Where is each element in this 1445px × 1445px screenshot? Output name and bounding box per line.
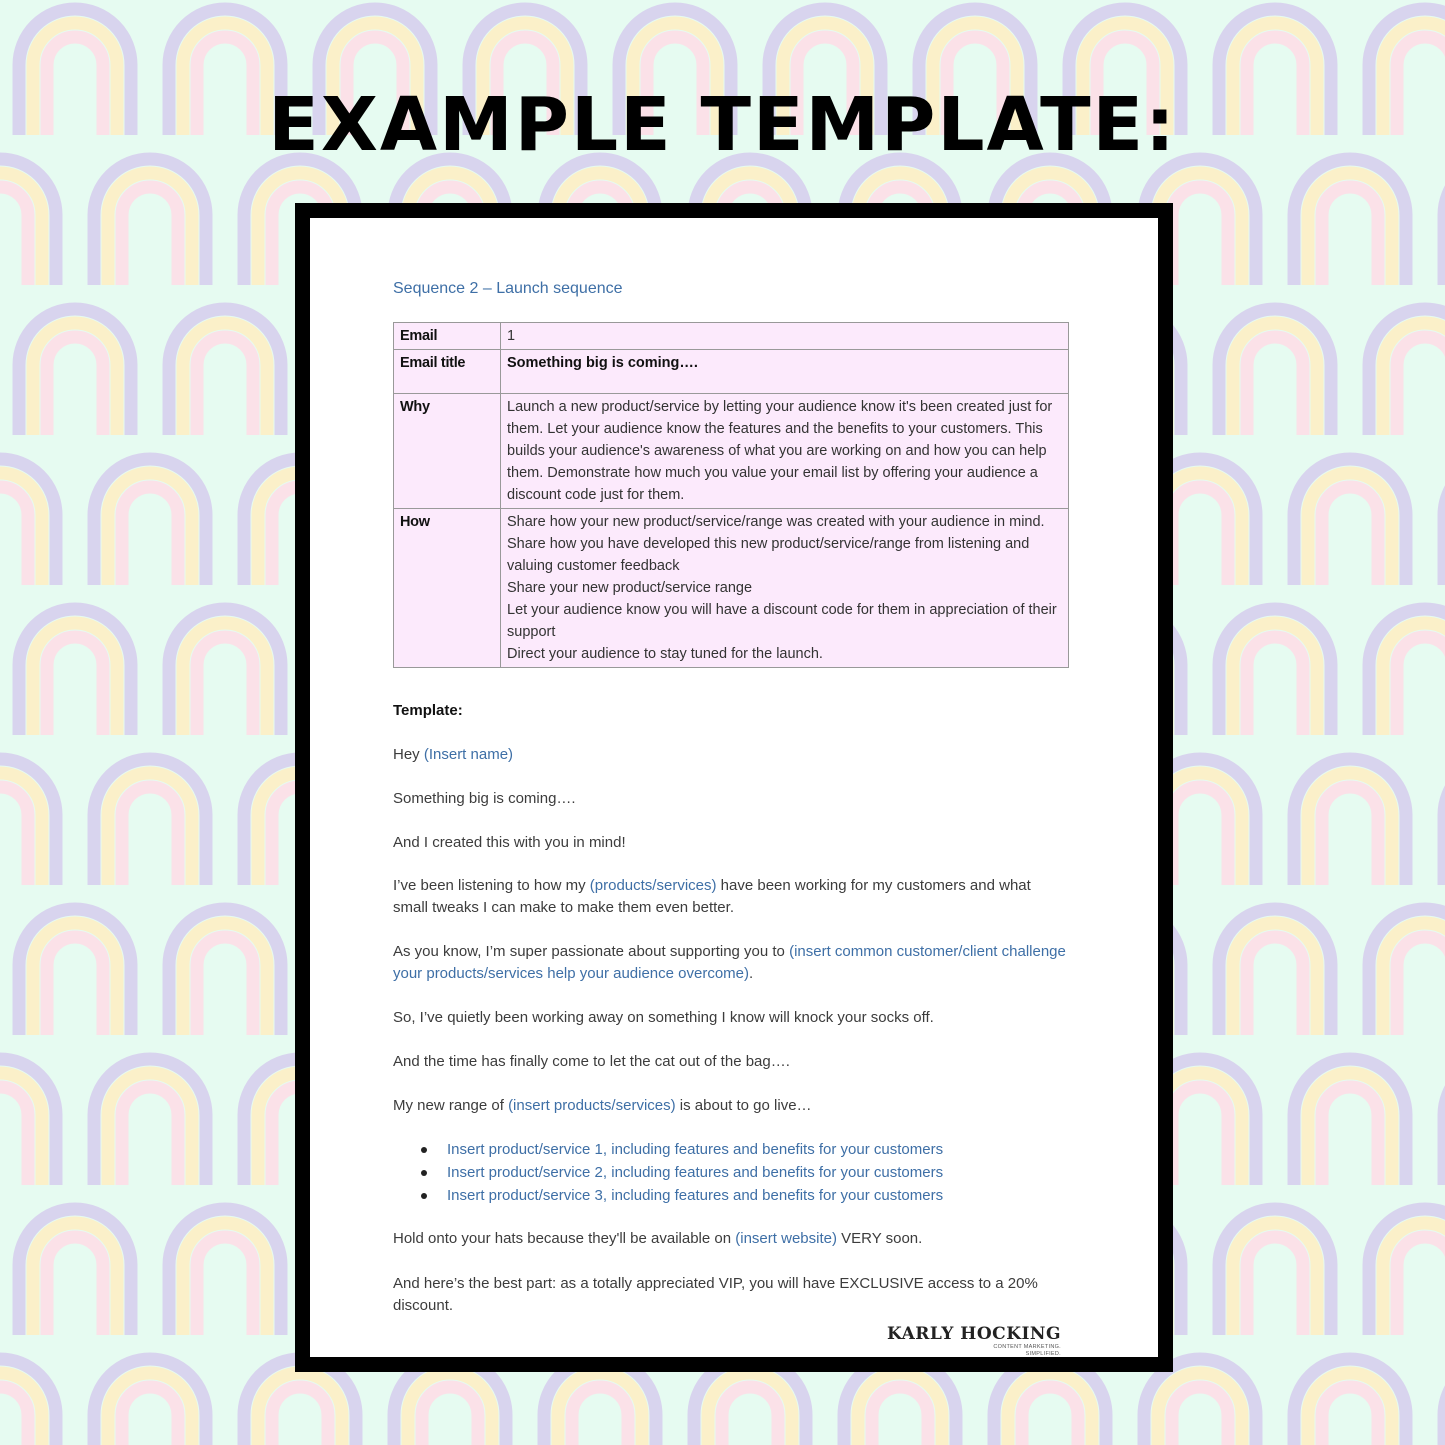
how-label: How [394,509,501,668]
rainbow-arc [1322,187,1378,285]
greeting-text: Hey [393,746,424,763]
rainbow-arc [0,787,28,885]
rainbow-arc [872,1387,928,1445]
rainbow-arc [1322,1387,1378,1445]
how-line: Share how your new product/service/range was created with your audience in mind. [507,514,1045,530]
sequence-title: Sequence 2 – Launch sequence [393,280,623,297]
text-run: have been working for my customers and what small tweaks I can make to make them even better. [393,877,1031,916]
rainbow-arc [1022,1387,1078,1445]
rainbow-arc [122,787,178,885]
list-item: Insert product/service 2, including features and benefits for your customers [447,1161,1087,1184]
rainbow-arc [1397,337,1445,435]
text-run: is about to go live… [675,1097,812,1114]
how-line: Share your new product/service range [507,580,753,596]
why-label: Why [394,394,501,509]
website-placeholder: (insert website) [735,1230,837,1247]
how-value [501,509,1069,668]
rainbow-arc [197,1237,253,1335]
rainbow-arc [1397,1237,1445,1335]
paragraph [393,941,1069,985]
table-row [394,394,1069,509]
email-value: 1 [501,323,1069,350]
list-item: Insert product/service 3, including features and benefits for your customers [447,1184,1087,1207]
table-row [394,323,1069,350]
headline: EXAMPLE TEMPLATE: [268,82,1177,168]
greeting-paragraph [393,744,1069,766]
name-placeholder: (Insert name) [423,746,514,763]
rainbow-arc [1172,1087,1228,1185]
rainbow-arc [1172,487,1228,585]
paragraph: Something big is coming…. [393,790,576,807]
rainbow-arc [1247,937,1303,1035]
rainbow-arc [1322,487,1378,585]
rainbow-arc [0,487,28,585]
rainbow-arc [722,1387,778,1445]
rainbow-arc [47,1237,103,1335]
document-frame [295,203,1173,1372]
rainbow-arc [1247,1237,1303,1335]
rainbow-arc [422,1387,478,1445]
document-page [393,218,1073,1357]
rainbow-arc [122,487,178,585]
email-title-label: Email title [394,350,501,394]
table-row [394,509,1069,668]
email-info-table [393,322,1069,668]
how-line: Share how you have developed this new product/service/range from listening and valuing customer feedback [507,536,1030,574]
rainbow-arc [1397,937,1445,1035]
rainbow-arc [1322,787,1378,885]
rainbow-arc [1172,1387,1228,1445]
table-row [394,350,1069,394]
rainbow-arc [47,937,103,1035]
brand-name: KARLY HOCKING [886,1324,1061,1344]
rainbow-arc [1172,787,1228,885]
rainbow-arc [122,187,178,285]
brand-tagline: CONTENT MARKETING. [993,1344,1061,1350]
rainbow-arc [197,637,253,735]
rainbow-arc [272,1387,328,1445]
paragraph: And I created this with you in mind! [393,834,626,851]
paragraph [393,1095,1069,1117]
rainbow-arc [0,1087,28,1185]
text-run: My new range of [393,1097,509,1114]
paragraph: And here’s the best part: as a totally appreciated VIP, you will have EXCLUSIVE access to a 20% discount. [393,1275,1038,1314]
email-label: Email [394,323,501,350]
challenge-placeholder: (insert common customer/client challenge your products/services help your audience overcome) [393,943,1066,982]
range-placeholder: (insert products/services) [508,1097,676,1114]
text-run: . [749,965,754,982]
rainbow-arc [572,1387,628,1445]
paragraph [393,875,1069,919]
paragraph [393,1228,1069,1250]
paragraph: So, I’ve quietly been working away on something I know will knock your socks off. [393,1009,934,1026]
rainbow-arc [122,1387,178,1445]
text-run: VERY soon. [836,1230,923,1247]
why-value: Launch a new product/service by letting your audience know it's been created just for them. Let your audience know the features and the benefits to your customers. This builds your audience's awareness of what you are working on and how you can help them. Demonstrate how much you value your email list by offering your audience a discount code just for them. [501,394,1069,509]
product-bullet-list [393,1138,1087,1207]
rainbow-arc [47,337,103,435]
list-item: Insert product/service 1, including features and benefits for your customers [447,1138,1087,1161]
rainbow-arc [1397,637,1445,735]
how-line: Direct your audience to stay tuned for the launch. [507,646,823,662]
text-run: Hold onto your hats because they'll be available on [393,1230,736,1247]
rainbow-arc [122,1087,178,1185]
paragraph: And the time has finally come to let the cat out of the bag…. [393,1053,790,1070]
rainbow-arc [1247,637,1303,735]
text-run: I’ve been listening to how my [393,877,590,894]
rainbow-arc [197,337,253,435]
email-title-value: Something big is coming…. [501,350,1069,394]
rainbow-arc [0,187,28,285]
rainbow-arc [197,937,253,1035]
products-placeholder: (products/services) [589,877,717,894]
rainbow-arc [1322,1087,1378,1185]
template-label: Template: [393,702,463,719]
rainbow-arc [47,637,103,735]
rainbow-arc [1172,187,1228,285]
text-run: As you know, I’m super passionate about supporting you to [393,943,790,960]
rainbow-arc [0,1387,28,1445]
how-line: Let your audience know you will have a discount code for them in appreciation of their support [507,602,1057,640]
rainbow-arc [1247,337,1303,435]
brand-logo [887,1324,1061,1358]
brand-tagline: SIMPLIFIED. [1025,1351,1061,1357]
